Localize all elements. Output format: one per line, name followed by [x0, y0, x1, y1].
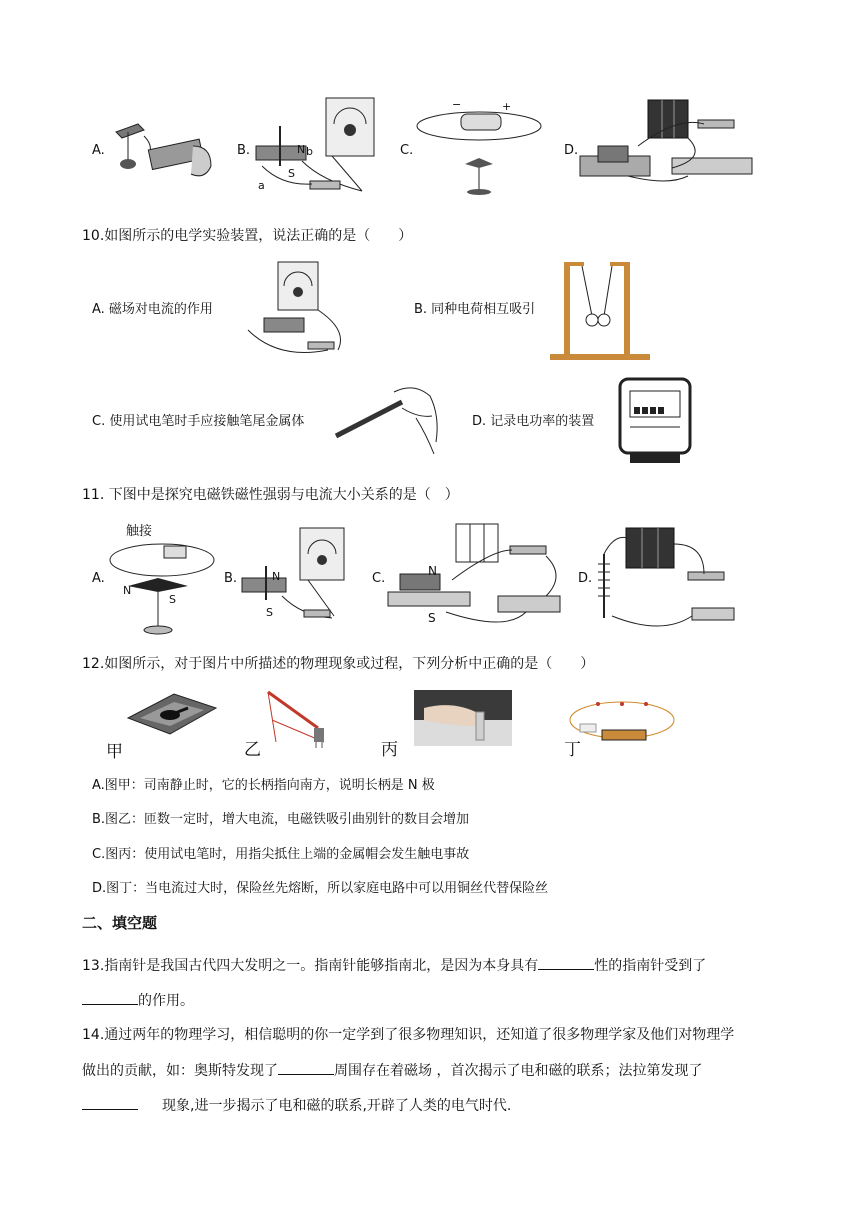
q9-fig-d-electromagnet-rheostat — [578, 96, 758, 192]
q14-line1: 14.通过两年的物理学习，相信聪明的你一定学到了很多物理知识，还知道了很多物理学家及他们对物理学 — [82, 1027, 735, 1043]
q13-line1 — [82, 955, 706, 976]
q12-fig-yi-electromagnet — [264, 690, 344, 756]
q9-option-b: B. — [237, 143, 251, 158]
q12-option-a: A.图甲：司南静止时，它的长柄指向南方，说明长柄是 N 极 — [92, 778, 435, 793]
q13-blank-1[interactable] — [538, 955, 594, 970]
q11-fig-a-battery-needle — [108, 520, 218, 642]
q11-c-S: S — [428, 611, 436, 625]
q12-fig-ding-fuse-circuit — [568, 696, 678, 750]
q14-text-c: 现象,进一步揭示了电和磁的联系,开辟了人类的电气时代. — [162, 1098, 512, 1114]
q11-option-b: B. — [224, 571, 238, 586]
q9-c-plus: + — [502, 100, 512, 113]
q11-b-N: N — [272, 570, 281, 583]
q10-stem: 10.如图所示的电学实验装置，说法正确的是（ ） — [82, 228, 413, 244]
q9-fig-a-magnet-needle — [108, 118, 218, 192]
q12-label-bing: 丙 — [381, 740, 398, 760]
q12-label-yi: 乙 — [244, 740, 261, 760]
q13-text-a: 13.指南针是我国古代四大发明之一。指南针能够指南北，是因为本身具有 — [82, 958, 539, 974]
q11-a-N: N — [123, 584, 132, 597]
q14-blank-2[interactable] — [82, 1095, 138, 1110]
q9-b-N: N — [297, 143, 306, 156]
q11-fig-d-coil-rheostat — [592, 524, 742, 632]
q10-fig-a-galvanometer — [238, 260, 378, 364]
q10-fig-b-suspended-balls — [548, 258, 658, 366]
q10-option-d: D. 记录电功率的装置 — [472, 414, 595, 429]
q9-option-c: C. — [400, 143, 414, 158]
q12-option-b: B.图乙：匝数一定时，增大电流，电磁铁吸引曲别针的数目会增加 — [92, 812, 470, 827]
q11-c-N: N — [428, 564, 437, 578]
q11-option-d: D. — [578, 571, 593, 586]
q10-option-b: B. 同种电荷相互吸引 — [414, 302, 536, 317]
q9-b-a: a — [258, 179, 265, 192]
q9-fig-b-galvanometer-circuit — [252, 96, 382, 200]
q9-b-b: b — [306, 145, 313, 158]
section-title-fill-blank: 二、填空题 — [82, 914, 158, 932]
q10-option-a: A. 磁场对电流的作用 — [92, 302, 213, 317]
q12-option-c: C.图丙：使用试电笔时，用指尖抵住上端的金属帽会发生触电事故 — [92, 847, 470, 862]
q11-a-S: S — [169, 593, 176, 606]
q13-text-c: 的作用。 — [138, 993, 194, 1009]
q14-blank-1[interactable] — [278, 1060, 334, 1075]
q10-fig-d-energy-meter — [616, 375, 696, 475]
q9-option-a: A. — [92, 143, 105, 158]
q12-label-ding: 丁 — [564, 740, 581, 760]
q12-stem: 12.如图所示，对于图片中所描述的物理现象或过程，下列分析中正确的是（ ） — [82, 656, 595, 672]
q12-fig-jia-sinan — [124, 688, 220, 742]
q13-line2 — [82, 990, 194, 1011]
q14-line3 — [82, 1095, 511, 1116]
q11-b-S: S — [266, 606, 273, 619]
q11-a-touch-label: 触接 — [126, 524, 153, 539]
q12-label-jia: 甲 — [106, 742, 123, 762]
q11-option-c: C. — [372, 571, 386, 586]
q13-blank-2[interactable] — [82, 990, 138, 1005]
q11-option-a: A. — [92, 571, 105, 586]
q13-text-b: 性的指南针受到了 — [594, 958, 707, 974]
q11-fig-b-galvanometer — [238, 526, 358, 630]
q9-option-d: D. — [564, 143, 579, 158]
q11-fig-c-electromagnet-rheostat — [386, 520, 566, 634]
q14-text-a: 做出的贡献，如：奥斯特发现了 — [82, 1063, 278, 1079]
q11-stem: 11. 下图中是探究电磁铁磁性强弱与电流大小关系的是（ ） — [82, 487, 459, 503]
q9-c-minus: − — [452, 98, 462, 111]
q12-fig-bing-test-pen — [414, 690, 512, 750]
q10-option-c: C. 使用试电笔时手应接触笔尾金属体 — [92, 414, 305, 429]
q9-fig-c-battery-wire-needle — [415, 102, 555, 206]
q14-line2 — [82, 1060, 702, 1081]
q9-b-S: S — [288, 167, 295, 180]
q14-text-b: 周围存在着磁场 ，首次揭示了电和磁的联系；法拉第发现了 — [334, 1063, 703, 1079]
q12-option-d: D.图丁：当电流过大时，保险丝先熔断，所以家庭电路中可以用铜丝代替保险丝 — [92, 881, 549, 896]
q10-fig-c-test-pen-hand — [332, 378, 452, 462]
